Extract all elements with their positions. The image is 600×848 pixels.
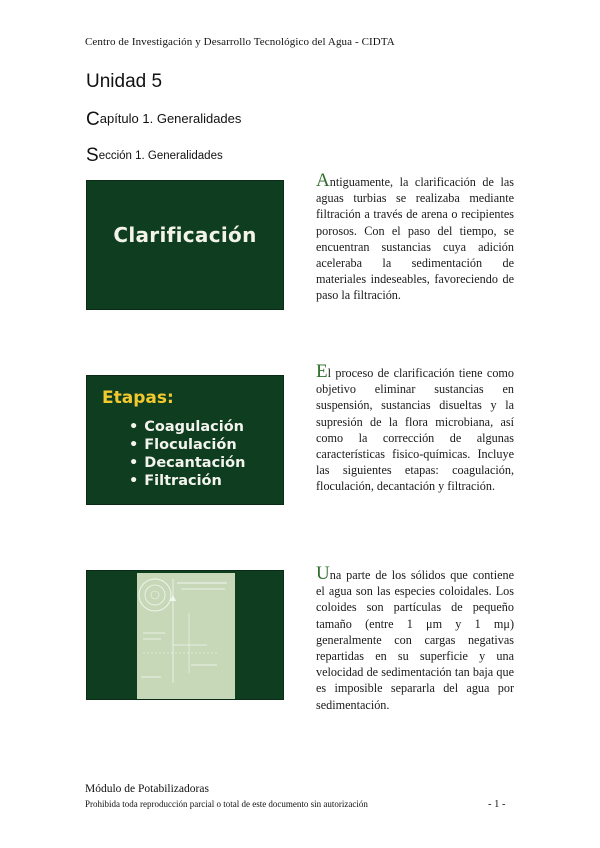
slide-etapas-item: • Decantación [129,455,246,471]
bullet-icon: • [129,419,139,435]
slide-etapas-item: • Filtración [129,473,222,489]
paragraph-initial: E [316,361,328,382]
footer-notice: Prohibida toda reproducción parcial o total de este documento sin autorización [85,799,368,809]
paragraph-coloides [316,564,514,713]
slide-etapas [86,375,284,505]
slide-etapas-item: • Floculación [129,437,237,453]
slide-clarificacion [86,180,284,310]
section-heading [86,146,223,165]
paragraph-clarificacion [316,171,514,304]
slide-clarificacion-title: Clarificación [113,223,257,247]
paragraph-initial: U [316,563,330,584]
paragraph-text: ntiguamente, la clarificación de las aguas turbias se realizaba mediante filtración a través de arena o recipientes porosos. Con el paso del tiempo, se encuentran sustancias cuya adición aceleraba la sedimentación de materiales indeseables, favoreciendo de paso la filtración. [316,175,514,303]
chapter-title: apítulo 1. Generalidades [99,111,242,126]
paragraph-text: l proceso de clarificación tiene como objetivo eliminar sustancias en suspensión, sustancias disueltas y la supresión de la flora microbiana, así como la corrección de algunas características fisico-químicas. Incluye las siguientes etapas: coagulación, floculación, decantación y filtración. [316,366,514,494]
slide-etapas-title: Etapas: [102,388,174,408]
slide-coloides [86,570,284,700]
colloid-diagram-image [137,573,235,699]
page-number: - 1 - [488,799,506,810]
section-initial: S [86,145,99,166]
slide-etapas-item: • Coagulación [129,419,244,435]
paragraph-initial: A [316,170,330,191]
footer-module: Módulo de Potabilizadoras [85,783,209,795]
chapter-heading [86,110,241,129]
unit-title: Unidad 5 [86,71,163,92]
paragraph-proceso [316,362,514,495]
bullet-icon: • [129,473,139,489]
chapter-initial: C [86,109,100,130]
paragraph-text: na parte de los sólidos que contiene el agua son las especies coloidales. Los coloides son partículas de pequeño tamaño (entre 1 μm y 1 mμ) generalmente con cargas negativas repartidas en su superficie y una velocidad de sedimentación tan baja que es imposible separarla del agua por sedimentación. [316,568,514,712]
bullet-icon: • [129,455,139,471]
running-header: Centro de Investigación y Desarrollo Tecnológico del Agua - CIDTA [85,36,395,48]
section-title: ección 1. Generalidades [98,150,223,162]
bullet-icon: • [129,437,139,453]
slide-etapas-list [129,418,245,490]
